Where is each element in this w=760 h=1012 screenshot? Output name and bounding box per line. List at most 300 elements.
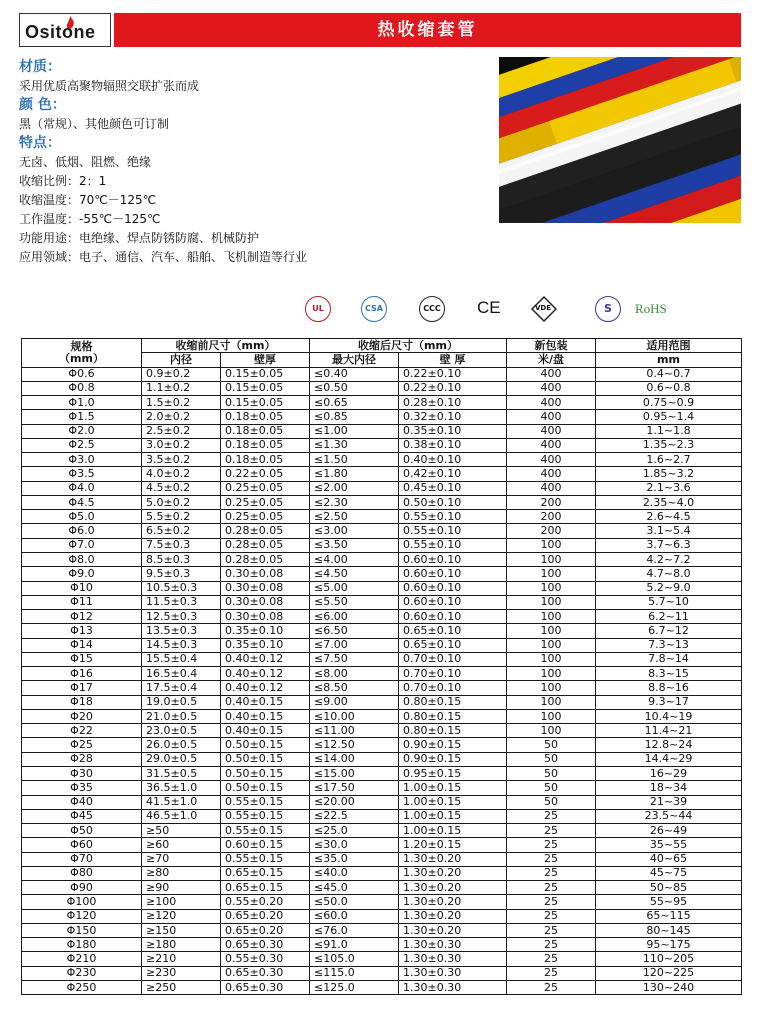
table-cell: Φ22 xyxy=(22,724,142,738)
table-cell: 1.00±0.15 xyxy=(399,809,507,823)
page-title: 热收缩套管 xyxy=(114,13,741,47)
table-cell: ≤45.0 xyxy=(310,881,399,895)
table-cell: 0.50±0.15 xyxy=(221,766,310,780)
table-cell: 400 xyxy=(507,424,596,438)
table-cell: 50~85 xyxy=(596,881,742,895)
table-cell: ≤91.0 xyxy=(310,938,399,952)
table-cell: ≤15.00 xyxy=(310,766,399,780)
info-line: 工作温度：-55℃－125℃ xyxy=(19,212,161,226)
table-cell: 3.1~5.4 xyxy=(596,524,742,538)
table-cell: 0.50±0.15 xyxy=(221,752,310,766)
table-cell: 0.80±0.15 xyxy=(399,724,507,738)
table-cell: 11.5±0.3 xyxy=(142,595,221,609)
table-cell: 0.55±0.15 xyxy=(221,852,310,866)
table-cell: 35~55 xyxy=(596,838,742,852)
table-cell: ≤25.0 xyxy=(310,824,399,838)
table-cell: 5.0±0.2 xyxy=(142,495,221,509)
table-row xyxy=(22,781,742,795)
table-row xyxy=(22,424,742,438)
table-cell: 11.4~21 xyxy=(596,724,742,738)
table-cell: Φ14 xyxy=(22,638,142,652)
table-cell: 100 xyxy=(507,724,596,738)
table-cell: 0.55±0.30 xyxy=(221,952,310,966)
table-cell: 0.32±0.10 xyxy=(399,410,507,424)
table-cell: 21~39 xyxy=(596,795,742,809)
table-cell: 16.5±0.4 xyxy=(142,667,221,681)
table-cell: 8.5±0.3 xyxy=(142,552,221,566)
table-cell: 6.5±0.2 xyxy=(142,524,221,538)
table-cell: 0.22±0.10 xyxy=(399,367,507,381)
table-cell: 0.6~0.8 xyxy=(596,381,742,395)
info-line: 收缩比例：2：1 xyxy=(19,174,107,188)
table-cell: 65~115 xyxy=(596,909,742,923)
table-cell: 1.85~3.2 xyxy=(596,467,742,481)
table-row xyxy=(22,467,742,481)
table-cell: 0.4~0.7 xyxy=(596,367,742,381)
table-cell: Φ120 xyxy=(22,909,142,923)
table-cell: 0.30±0.08 xyxy=(221,567,310,581)
table-row xyxy=(22,453,742,467)
table-cell: 0.65±0.10 xyxy=(399,638,507,652)
table-cell: 100 xyxy=(507,595,596,609)
table-cell: ≤10.00 xyxy=(310,709,399,723)
table-cell: 7.8~14 xyxy=(596,652,742,666)
table-cell: 1.30±0.20 xyxy=(399,909,507,923)
table-cell: 1.1~1.8 xyxy=(596,424,742,438)
table-cell: 0.28±0.05 xyxy=(221,538,310,552)
table-cell: 25 xyxy=(507,938,596,952)
table-cell: Φ1.0 xyxy=(22,396,142,410)
table-cell: 0.95~1.4 xyxy=(596,410,742,424)
table-cell: 0.38±0.10 xyxy=(399,438,507,452)
table-row xyxy=(22,567,742,581)
table-cell: 0.28±0.05 xyxy=(221,552,310,566)
table-cell: 95~175 xyxy=(596,938,742,952)
header-pack: 新包装 xyxy=(507,339,596,353)
table-cell: ≤60.0 xyxy=(310,909,399,923)
product-photo xyxy=(499,57,741,223)
table-cell: 1.30±0.30 xyxy=(399,980,507,994)
table-cell: 25 xyxy=(507,881,596,895)
table-cell: 0.90±0.15 xyxy=(399,752,507,766)
table-cell: ≤8.00 xyxy=(310,667,399,681)
table-cell: 45~75 xyxy=(596,866,742,880)
table-cell: 0.40±0.12 xyxy=(221,667,310,681)
table-cell: 2.0±0.2 xyxy=(142,410,221,424)
table-cell: 40~65 xyxy=(596,852,742,866)
subheader-wall-after: 壁 厚 xyxy=(399,353,507,367)
table-cell: 31.5±0.5 xyxy=(142,766,221,780)
table-cell: 0.60±0.10 xyxy=(399,581,507,595)
table-cell: 25 xyxy=(507,809,596,823)
info-line: 收缩温度：70℃－125℃ xyxy=(19,193,157,207)
table-cell: 5.2~9.0 xyxy=(596,581,742,595)
subheader-max-id: 最大内径 xyxy=(310,353,399,367)
table-cell: 3.7~6.3 xyxy=(596,538,742,552)
info-line: 采用优质高聚物辐照交联扩张而成 xyxy=(19,79,200,93)
ul-mark-icon: UL xyxy=(305,296,331,322)
table-cell: 100 xyxy=(507,538,596,552)
table-cell: ≤3.00 xyxy=(310,524,399,538)
table-cell: 1.30±0.20 xyxy=(399,895,507,909)
table-cell: 0.18±0.05 xyxy=(221,424,310,438)
table-cell: ≤2.30 xyxy=(310,495,399,509)
table-cell: 0.30±0.08 xyxy=(221,581,310,595)
table-cell: 3.5±0.2 xyxy=(142,453,221,467)
header-before: 收缩前尺寸（mm） xyxy=(142,339,310,353)
table-cell: 2.6~4.5 xyxy=(596,510,742,524)
table-cell: 0.55±0.10 xyxy=(399,538,507,552)
table-cell: 0.15±0.05 xyxy=(221,396,310,410)
table-cell: 25 xyxy=(507,852,596,866)
table-cell: 100 xyxy=(507,581,596,595)
table-cell: ≤1.80 xyxy=(310,467,399,481)
info-line: 黑（常规）、其他颜色可订制 xyxy=(19,117,170,131)
table-cell: 13.5±0.3 xyxy=(142,624,221,638)
table-cell: 21.0±0.5 xyxy=(142,709,221,723)
table-row xyxy=(22,881,742,895)
table-cell: Φ100 xyxy=(22,895,142,909)
table-cell: 46.5±1.0 xyxy=(142,809,221,823)
table-cell: 4.2~7.2 xyxy=(596,552,742,566)
vde-mark-icon: VDE xyxy=(531,296,557,322)
table-cell: 5.7~10 xyxy=(596,595,742,609)
table-cell: 100 xyxy=(507,652,596,666)
table-cell: 1.30±0.20 xyxy=(399,923,507,937)
table-cell: 0.30±0.08 xyxy=(221,595,310,609)
table-row xyxy=(22,895,742,909)
table-cell: 0.55±0.15 xyxy=(221,809,310,823)
table-cell: ≤6.50 xyxy=(310,624,399,638)
rohs-mark-icon: RoHS xyxy=(635,301,667,316)
table-cell: 130~240 xyxy=(596,980,742,994)
table-cell: 0.75~0.9 xyxy=(596,396,742,410)
table-cell: ≤8.50 xyxy=(310,681,399,695)
table-cell: ≤50.0 xyxy=(310,895,399,909)
table-cell: 6.2~11 xyxy=(596,610,742,624)
table-cell: 8.3~15 xyxy=(596,667,742,681)
table-cell: ≤2.00 xyxy=(310,481,399,495)
table-cell: ≥180 xyxy=(142,938,221,952)
table-cell: 0.9±0.2 xyxy=(142,367,221,381)
table-cell: 400 xyxy=(507,410,596,424)
section-heading: 特点： xyxy=(19,135,61,151)
table-cell: 400 xyxy=(507,396,596,410)
table-cell: 9.5±0.3 xyxy=(142,567,221,581)
table-row xyxy=(22,966,742,980)
table-cell: 200 xyxy=(507,510,596,524)
table-cell: ≤11.00 xyxy=(310,724,399,738)
table-cell: 0.70±0.10 xyxy=(399,681,507,695)
table-cell: 1.00±0.15 xyxy=(399,781,507,795)
subheader-wall: 壁厚 xyxy=(221,353,310,367)
table-cell: 0.80±0.15 xyxy=(399,709,507,723)
table-cell: 0.50±0.10 xyxy=(399,495,507,509)
table-cell: ≤105.0 xyxy=(310,952,399,966)
table-cell: Φ5.0 xyxy=(22,510,142,524)
table-cell: Φ40 xyxy=(22,795,142,809)
ce-mark-icon: CE xyxy=(477,298,501,317)
subheader-range-unit: mm xyxy=(596,353,742,367)
table-cell: 0.55±0.20 xyxy=(221,895,310,909)
table-cell: 0.35±0.10 xyxy=(221,638,310,652)
table-cell: 100 xyxy=(507,624,596,638)
table-cell: ≤12.50 xyxy=(310,738,399,752)
table-cell: 0.15±0.05 xyxy=(221,367,310,381)
table-row xyxy=(22,709,742,723)
table-cell: 0.65±0.30 xyxy=(221,938,310,952)
table-row xyxy=(22,738,742,752)
table-cell: 29.0±0.5 xyxy=(142,752,221,766)
table-cell: ≤5.50 xyxy=(310,595,399,609)
table-cell: 0.50±0.15 xyxy=(221,738,310,752)
table-cell: 0.65±0.15 xyxy=(221,866,310,880)
table-row xyxy=(22,367,742,381)
table-cell: 25 xyxy=(507,980,596,994)
table-cell: Φ11 xyxy=(22,595,142,609)
table-cell: 0.42±0.10 xyxy=(399,467,507,481)
table-cell: Φ4.5 xyxy=(22,495,142,509)
table-cell: 26~49 xyxy=(596,824,742,838)
table-row xyxy=(22,652,742,666)
table-row xyxy=(22,824,742,838)
product-info xyxy=(19,58,489,267)
table-cell: 80~145 xyxy=(596,923,742,937)
table-cell: 0.40±0.10 xyxy=(399,453,507,467)
csa-mark-icon: CSA xyxy=(361,296,387,322)
table-cell: ≤40.0 xyxy=(310,866,399,880)
table-cell: Φ80 xyxy=(22,866,142,880)
table-cell: Φ28 xyxy=(22,752,142,766)
table-row xyxy=(22,495,742,509)
table-cell: ≥210 xyxy=(142,952,221,966)
table-row xyxy=(22,938,742,952)
brand-name: Ositone xyxy=(25,22,96,42)
table-cell: 0.80±0.15 xyxy=(399,695,507,709)
table-cell: Φ230 xyxy=(22,966,142,980)
table-cell: ≤1.50 xyxy=(310,453,399,467)
table-cell: ≤35.0 xyxy=(310,852,399,866)
table-row xyxy=(22,866,742,880)
table-cell: 0.18±0.05 xyxy=(221,438,310,452)
table-cell: 0.40±0.15 xyxy=(221,724,310,738)
table-cell: Φ9.0 xyxy=(22,567,142,581)
table-cell: Φ16 xyxy=(22,667,142,681)
table-cell: 8.8~16 xyxy=(596,681,742,695)
table-cell: Φ1.5 xyxy=(22,410,142,424)
table-cell: 0.35±0.10 xyxy=(221,624,310,638)
table-cell: 2.35~4.0 xyxy=(596,495,742,509)
table-cell: 1.30±0.30 xyxy=(399,938,507,952)
table-cell: Φ8.0 xyxy=(22,552,142,566)
table-cell: 1.1±0.2 xyxy=(142,381,221,395)
table-row xyxy=(22,552,742,566)
table-cell: 25 xyxy=(507,966,596,980)
table-cell: Φ25 xyxy=(22,738,142,752)
table-cell: ≤0.85 xyxy=(310,410,399,424)
table-cell: 0.65±0.30 xyxy=(221,980,310,994)
table-cell: 50 xyxy=(507,738,596,752)
table-cell: ≤30.0 xyxy=(310,838,399,852)
table-cell: 0.55±0.10 xyxy=(399,510,507,524)
table-cell: Φ50 xyxy=(22,824,142,838)
table-cell: 100 xyxy=(507,681,596,695)
section-heading: 材质： xyxy=(19,59,61,75)
table-cell: 3.0±0.2 xyxy=(142,438,221,452)
table-cell: 36.5±1.0 xyxy=(142,781,221,795)
table-cell: 0.70±0.10 xyxy=(399,652,507,666)
table-cell: 1.30±0.20 xyxy=(399,881,507,895)
table-row xyxy=(22,909,742,923)
table-cell: 14.5±0.3 xyxy=(142,638,221,652)
table-cell: 100 xyxy=(507,709,596,723)
table-cell: 0.65±0.10 xyxy=(399,624,507,638)
table-cell: Φ150 xyxy=(22,923,142,937)
table-cell: 100 xyxy=(507,552,596,566)
table-cell: 14.4~29 xyxy=(596,752,742,766)
table-row xyxy=(22,381,742,395)
table-cell: 0.25±0.05 xyxy=(221,495,310,509)
table-cell: 26.0±0.5 xyxy=(142,738,221,752)
table-cell: Φ2.0 xyxy=(22,424,142,438)
table-cell: 25 xyxy=(507,895,596,909)
table-row xyxy=(22,795,742,809)
table-cell: Φ3.0 xyxy=(22,453,142,467)
table-row xyxy=(22,695,742,709)
table-row xyxy=(22,396,742,410)
table-row xyxy=(22,681,742,695)
header-spec: 规格 （mm） xyxy=(22,339,142,368)
table-row xyxy=(22,510,742,524)
table-cell: ≤7.50 xyxy=(310,652,399,666)
table-cell: 0.40±0.15 xyxy=(221,695,310,709)
table-row xyxy=(22,766,742,780)
table-cell: 0.90±0.15 xyxy=(399,738,507,752)
table-cell: 41.5±1.0 xyxy=(142,795,221,809)
table-cell: Φ13 xyxy=(22,624,142,638)
table-cell: 0.65±0.20 xyxy=(221,909,310,923)
table-cell: Φ250 xyxy=(22,980,142,994)
table-cell: 25 xyxy=(507,866,596,880)
table-cell: Φ0.6 xyxy=(22,367,142,381)
table-cell: ≥70 xyxy=(142,852,221,866)
brand-logo xyxy=(19,13,111,47)
table-cell: 1.30±0.30 xyxy=(399,966,507,980)
table-cell: 0.60±0.10 xyxy=(399,567,507,581)
table-cell: 0.40±0.12 xyxy=(221,652,310,666)
table-cell: 200 xyxy=(507,495,596,509)
table-cell: 100 xyxy=(507,610,596,624)
table-cell: ≤5.00 xyxy=(310,581,399,595)
table-cell: 1.5±0.2 xyxy=(142,396,221,410)
table-cell: 0.50±0.15 xyxy=(221,781,310,795)
table-cell: 9.3~17 xyxy=(596,695,742,709)
table-cell: 0.65±0.15 xyxy=(221,881,310,895)
table-cell: ≤2.50 xyxy=(310,510,399,524)
table-cell: 50 xyxy=(507,781,596,795)
table-cell: ≥230 xyxy=(142,966,221,980)
table-row xyxy=(22,638,742,652)
table-cell: 0.40±0.12 xyxy=(221,681,310,695)
table-cell: 400 xyxy=(507,438,596,452)
table-cell: 23.0±0.5 xyxy=(142,724,221,738)
table-cell: ≤14.00 xyxy=(310,752,399,766)
table-cell: ≤3.50 xyxy=(310,538,399,552)
table-cell: 18~34 xyxy=(596,781,742,795)
table-cell: ≤17.50 xyxy=(310,781,399,795)
table-cell: ≤20.00 xyxy=(310,795,399,809)
table-cell: 1.00±0.15 xyxy=(399,824,507,838)
table-row xyxy=(22,538,742,552)
table-cell: ≤7.00 xyxy=(310,638,399,652)
table-cell: 400 xyxy=(507,453,596,467)
table-cell: ≥100 xyxy=(142,895,221,909)
table-cell: 1.6~2.7 xyxy=(596,453,742,467)
table-row xyxy=(22,595,742,609)
subheader-id: 内径 xyxy=(142,353,221,367)
table-cell: ≥150 xyxy=(142,923,221,937)
table-cell: ≤6.00 xyxy=(310,610,399,624)
table-cell: 5.5±0.2 xyxy=(142,510,221,524)
table-row xyxy=(22,481,742,495)
header-after: 收缩后尺寸（mm） xyxy=(310,339,507,353)
table-cell: 0.55±0.15 xyxy=(221,824,310,838)
table-cell: 0.95±0.15 xyxy=(399,766,507,780)
table-cell: Φ70 xyxy=(22,852,142,866)
table-cell: 1.35~2.3 xyxy=(596,438,742,452)
table-cell: Φ2.5 xyxy=(22,438,142,452)
table-cell: 110~205 xyxy=(596,952,742,966)
table-cell: Φ10 xyxy=(22,581,142,595)
table-cell: 1.20±0.15 xyxy=(399,838,507,852)
table-row xyxy=(22,809,742,823)
table-cell: 2.5±0.2 xyxy=(142,424,221,438)
table-cell: 4.5±0.2 xyxy=(142,481,221,495)
table-cell: 0.40±0.15 xyxy=(221,709,310,723)
table-cell: 4.0±0.2 xyxy=(142,467,221,481)
section-heading: 颜 色： xyxy=(19,97,66,113)
table-cell: 0.28±0.05 xyxy=(221,524,310,538)
table-cell: Φ15 xyxy=(22,652,142,666)
table-cell: ≤76.0 xyxy=(310,923,399,937)
table-cell: 0.35±0.10 xyxy=(399,424,507,438)
table-cell: 400 xyxy=(507,481,596,495)
table-cell: 2.1~3.6 xyxy=(596,481,742,495)
table-cell: Φ20 xyxy=(22,709,142,723)
table-cell: 0.25±0.05 xyxy=(221,510,310,524)
table-row xyxy=(22,852,742,866)
table-cell: 0.60±0.10 xyxy=(399,610,507,624)
table-row xyxy=(22,438,742,452)
table-cell: ≤9.00 xyxy=(310,695,399,709)
table-cell: Φ6.0 xyxy=(22,524,142,538)
table-row xyxy=(22,524,742,538)
table-cell: 0.65±0.30 xyxy=(221,966,310,980)
table-cell: Φ60 xyxy=(22,838,142,852)
table-cell: 10.5±0.3 xyxy=(142,581,221,595)
table-cell: Φ3.5 xyxy=(22,467,142,481)
table-cell: ≥120 xyxy=(142,909,221,923)
subheader-pack-unit: 米/盘 xyxy=(507,353,596,367)
table-cell: 25 xyxy=(507,952,596,966)
table-cell: 0.25±0.05 xyxy=(221,481,310,495)
table-row xyxy=(22,923,742,937)
table-cell: Φ0.8 xyxy=(22,381,142,395)
table-cell: 0.60±0.10 xyxy=(399,595,507,609)
table-row xyxy=(22,667,742,681)
table-cell: ≥250 xyxy=(142,980,221,994)
table-cell: Φ210 xyxy=(22,952,142,966)
